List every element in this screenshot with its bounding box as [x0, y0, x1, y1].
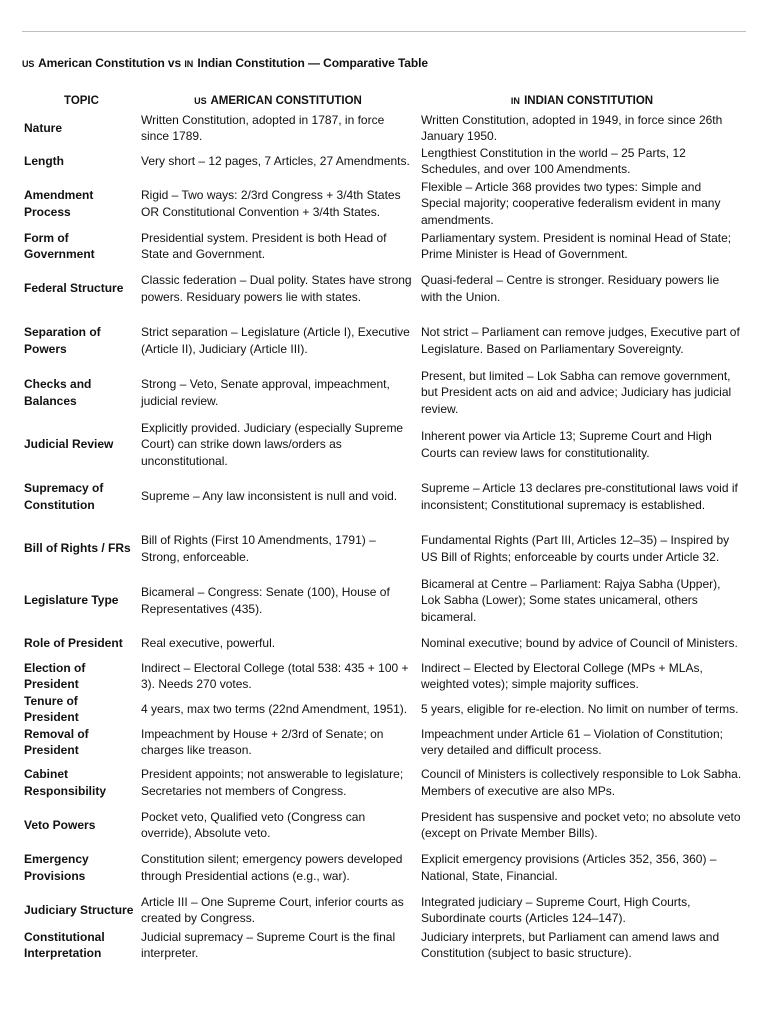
- indian-cell: Bicameral at Centre – Parliament: Rajya Sabha (Upper), Lok Sabha (Lower); Some states unicameral, others bicameral.: [421, 577, 721, 624]
- american-cell: Explicitly provided. Judiciary (especially Supreme Court) can strike down laws/orders as unconstitutional.: [141, 421, 404, 468]
- american-cell: Article III – One Supreme Court, inferior courts as created by Congress.: [141, 894, 404, 926]
- topic-cell: Checks and Balances: [24, 377, 92, 408]
- indian-cell: Quasi-federal – Centre is stronger. Residuary powers lie with the Union.: [421, 273, 720, 304]
- table-row: [20, 627, 746, 660]
- topic-cell: Judicial Review: [24, 437, 114, 452]
- american-cell: Written Constitution, adopted in 1787, in force since 1789.: [141, 113, 385, 144]
- document-title: [22, 56, 428, 70]
- topic-cell: Amendment Process: [24, 188, 94, 219]
- header-american: [138, 90, 418, 112]
- indian-cell: Inherent power via Article 13; Supreme Court and High Courts can review laws for constitutionality.: [421, 429, 712, 460]
- american-cell: Constitution silent; emergency powers developed through Presidential actions (e.g., war).: [141, 852, 403, 883]
- indian-cell: Present, but limited – Lok Sabha can remove government, but President acts on aid and advice; Judiciary has judicial review.: [421, 369, 732, 416]
- top-rule: [22, 31, 746, 32]
- topic-cell: Tenure of President: [24, 693, 79, 725]
- topic-cell: Judiciary Structure: [24, 902, 134, 917]
- title-part-1: American Constitution vs: [38, 56, 182, 70]
- topic-cell: Constitutional Interpretation: [24, 929, 105, 961]
- american-cell: Impeachment by House + 2/3rd of Senate; on charges like treason.: [141, 726, 384, 758]
- title-part-2: Indian Constitution — Comparative Table: [197, 56, 428, 70]
- topic-cell: Veto Powers: [24, 817, 96, 832]
- us-flag-icon: US: [22, 59, 35, 69]
- table-row: [20, 660, 746, 693]
- topic-cell: Separation of Powers: [24, 325, 101, 356]
- table-row: [20, 759, 746, 807]
- american-cell: Rigid – Two ways: 2/3rd Congress + 3/4th States OR Constitutional Convention + 3/4th States.: [141, 188, 401, 219]
- header-indian-label: INDIAN CONSTITUTION: [524, 95, 654, 107]
- topic-cell: Removal of President: [24, 726, 89, 758]
- table-row: [20, 575, 746, 627]
- table-row: [20, 145, 746, 178]
- indian-cell: Written Constitution, adopted in 1949, in force since 26th January 1950.: [421, 113, 723, 144]
- topic-cell: Length: [24, 153, 64, 168]
- topic-cell: Form of Government: [24, 230, 95, 262]
- topic-cell: Supremacy of Constitution: [24, 481, 104, 512]
- table-row: [20, 929, 746, 962]
- topic-cell: Cabinet Responsibility: [24, 767, 107, 798]
- american-cell: Strong – Veto, Senate approval, impeachment, judicial review.: [141, 377, 390, 408]
- table-row: [20, 263, 746, 315]
- american-cell: 4 years, max two terms (22nd Amendment, 1951).: [141, 701, 408, 716]
- american-cell: Presidential system. President is both Head of State and Government.: [141, 230, 387, 262]
- table-row: [20, 523, 746, 575]
- table-row: [20, 315, 746, 367]
- indian-cell: Judiciary interprets, but Parliament can amend laws and Constitution (subject to basic structure).: [421, 929, 720, 961]
- american-cell: Strict separation – Legislature (Article I), Executive (Article II), Judiciary (Article III).: [141, 325, 410, 356]
- indian-cell: 5 years, eligible for re-election. No limit on number of terms.: [421, 701, 739, 716]
- table-row: [20, 471, 746, 523]
- american-cell: Very short – 12 pages, 7 Articles, 27 Amendments.: [141, 153, 410, 168]
- topic-cell: Election of President: [24, 660, 86, 692]
- table-row: [20, 807, 746, 844]
- american-cell: Classic federation – Dual polity. States have strong powers. Residuary powers lie with states.: [141, 273, 412, 304]
- topic-cell: Legislature Type: [24, 593, 119, 608]
- indian-cell: Integrated judiciary – Supreme Court, High Courts, Subordinate courts (Articles 124–147).: [421, 894, 691, 926]
- us-flag-icon: US: [194, 96, 207, 106]
- indian-cell: Parliamentary system. President is nominal Head of State; Prime Minister is Head of Government.: [421, 230, 732, 262]
- indian-cell: Fundamental Rights (Part III, Articles 12–35) – Inspired by US Bill of Rights; enforceable by courts under Article 32.: [421, 533, 730, 564]
- american-cell: President appoints; not answerable to legislature; Secretaries not members of Congress.: [141, 767, 404, 798]
- topic-cell: Emergency Provisions: [24, 852, 89, 883]
- american-cell: Bicameral – Congress: Senate (100), House of Representatives (435).: [141, 585, 390, 616]
- table-row: [20, 419, 746, 471]
- header-topic: TOPIC: [64, 95, 99, 107]
- indian-cell: Nominal executive; bound by advice of Council of Ministers.: [421, 635, 738, 650]
- table-row: [20, 844, 746, 892]
- table-row: [20, 892, 746, 929]
- indian-cell: Lengthiest Constitution in the world – 25 Parts, 12 Schedules, and over 100 Amendments.: [421, 145, 686, 177]
- indian-cell: Council of Ministers is collectively responsible to Lok Sabha. Members of executive are also MPs.: [421, 767, 742, 798]
- table-row: [20, 178, 746, 230]
- indian-cell: President has suspensive and pocket veto; no absolute veto (except on Private Member Bills).: [421, 809, 741, 841]
- table-row: [20, 367, 746, 419]
- indian-cell: Indirect – Elected by Electoral College (MPs + MLAs, weighted votes); simple majority suffices.: [421, 660, 703, 692]
- table-header-row: [20, 90, 746, 112]
- table-row: [20, 230, 746, 263]
- table-row: [20, 112, 746, 145]
- topic-cell: Bill of Rights / FRs: [24, 541, 131, 556]
- indian-cell: Not strict – Parliament can remove judges, Executive part of Legislature. Based on Parliamentary Sovereignty.: [421, 325, 740, 356]
- table-row: [20, 693, 746, 726]
- american-cell: Indirect – Electoral College (total 538: 435 + 100 + 3). Needs 270 votes.: [141, 660, 409, 692]
- india-flag-icon: IN: [184, 59, 194, 69]
- comparison-table: [20, 90, 746, 962]
- topic-cell: Role of President: [24, 635, 123, 650]
- indian-cell: Explicit emergency provisions (Articles 352, 356, 360) – National, State, Financial.: [421, 852, 717, 883]
- american-cell: Bill of Rights (First 10 Amendments, 1791) – Strong, enforceable.: [141, 533, 376, 564]
- indian-cell: Supreme – Article 13 declares pre-constitutional laws void if inconsistent; Constitutional supremacy is established.: [421, 481, 738, 512]
- topic-cell: Nature: [24, 121, 63, 136]
- topic-cell: Federal Structure: [24, 281, 124, 296]
- header-indian: [418, 90, 746, 112]
- american-cell: Supreme – Any law inconsistent is null and void.: [141, 489, 398, 504]
- indian-cell: Impeachment under Article 61 – Violation of Constitution; very detailed and difficult process.: [421, 726, 723, 758]
- header-american-label: AMERICAN CONSTITUTION: [210, 95, 362, 107]
- indian-cell: Flexible – Article 368 provides two types: Simple and Special majority; cooperative federalism evident in many amendments.: [421, 180, 721, 227]
- american-cell: Pocket veto, Qualified veto (Congress can override), Absolute veto.: [141, 809, 366, 841]
- table-row: [20, 726, 746, 759]
- american-cell: Judicial supremacy – Supreme Court is the final interpreter.: [141, 929, 396, 961]
- american-cell: Real executive, powerful.: [141, 635, 276, 650]
- india-flag-icon: IN: [510, 96, 520, 106]
